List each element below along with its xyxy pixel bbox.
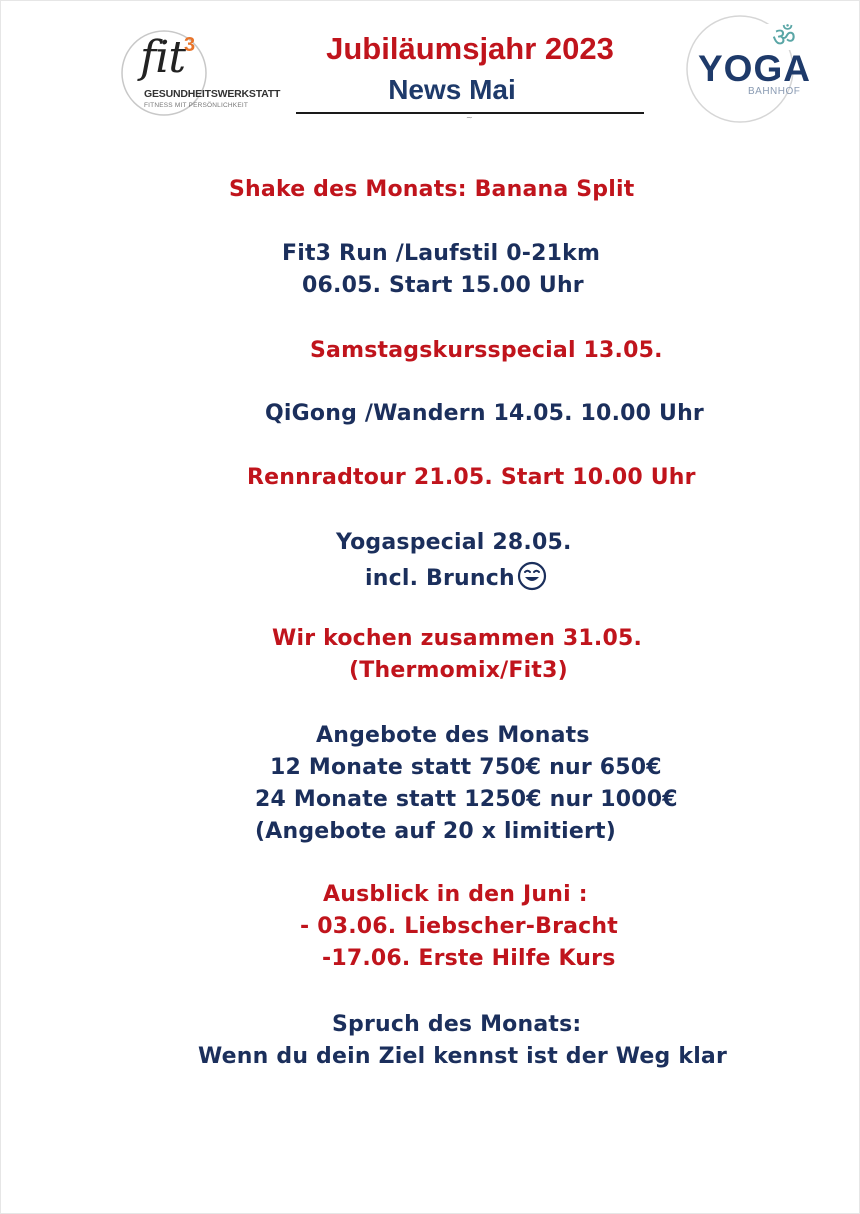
fit3-run-date: 06.05. Start 15.00 Uhr — [302, 273, 584, 298]
yoga-logo-sub: BAHNHOF — [748, 86, 801, 97]
fit3-logo-superscript: 3 — [184, 34, 196, 56]
page-title: Jubiläumsjahr 2023 — [326, 31, 614, 66]
fit3-logo-slogan: FITNESS MIT PERSÖNLICHKEIT — [144, 102, 249, 109]
ausblick-item-2: -17.06. Erste Hilfe Kurs — [322, 946, 616, 971]
om-symbol-icon: ॐ — [772, 23, 796, 53]
ausblick-item-1: - 03.06. Liebscher-Bracht — [300, 914, 619, 939]
spruch-text: Wenn du dein Ziel kennst ist der Weg klar — [198, 1044, 728, 1069]
fit3-run-title: Fit3 Run /Laufstil 0-21km — [282, 241, 601, 266]
fit3-logo-name: GESUNDHEITSWERKSTATT — [144, 88, 281, 100]
yoga-bahnhof-logo — [684, 14, 814, 126]
qigong-wandern: QiGong /Wandern 14.05. 10.00 Uhr — [265, 401, 704, 426]
smiling-face-icon — [517, 561, 547, 591]
fit3-logo-word: fit — [140, 32, 186, 83]
angebote-title: Angebote des Monats — [316, 723, 590, 748]
angebote-24-monate: 24 Monate statt 1250€ nur 1000€ — [255, 787, 678, 812]
shake-des-monats: Shake des Monats: Banana Split — [229, 177, 635, 202]
fit3-logo — [118, 28, 281, 118]
kochen-title: Wir kochen zusammen 31.05. — [272, 626, 643, 651]
ausblick-title: Ausblick in den Juni : — [323, 882, 588, 907]
divider-mark: ~ — [466, 113, 473, 122]
angebote-12-monate: 12 Monate statt 750€ nur 650€ — [270, 755, 662, 780]
angebote-limit: (Angebote auf 20 x limitiert) — [255, 819, 616, 844]
yogaspecial-brunch — [365, 561, 547, 593]
yogaspecial-title: Yogaspecial 28.05. — [336, 530, 572, 555]
spruch-title: Spruch des Monats: — [332, 1012, 582, 1037]
yoga-logo-word: YOGA — [698, 48, 811, 89]
page-subtitle: News Mai — [388, 74, 516, 105]
samstagskursspecial: Samstagskursspecial 13.05. — [310, 338, 663, 363]
kochen-subtitle: (Thermomix/Fit3) — [349, 658, 568, 683]
rennradtour: Rennradtour 21.05. Start 10.00 Uhr — [247, 465, 696, 490]
yogaspecial-brunch-text: incl. Brunch — [365, 566, 515, 591]
